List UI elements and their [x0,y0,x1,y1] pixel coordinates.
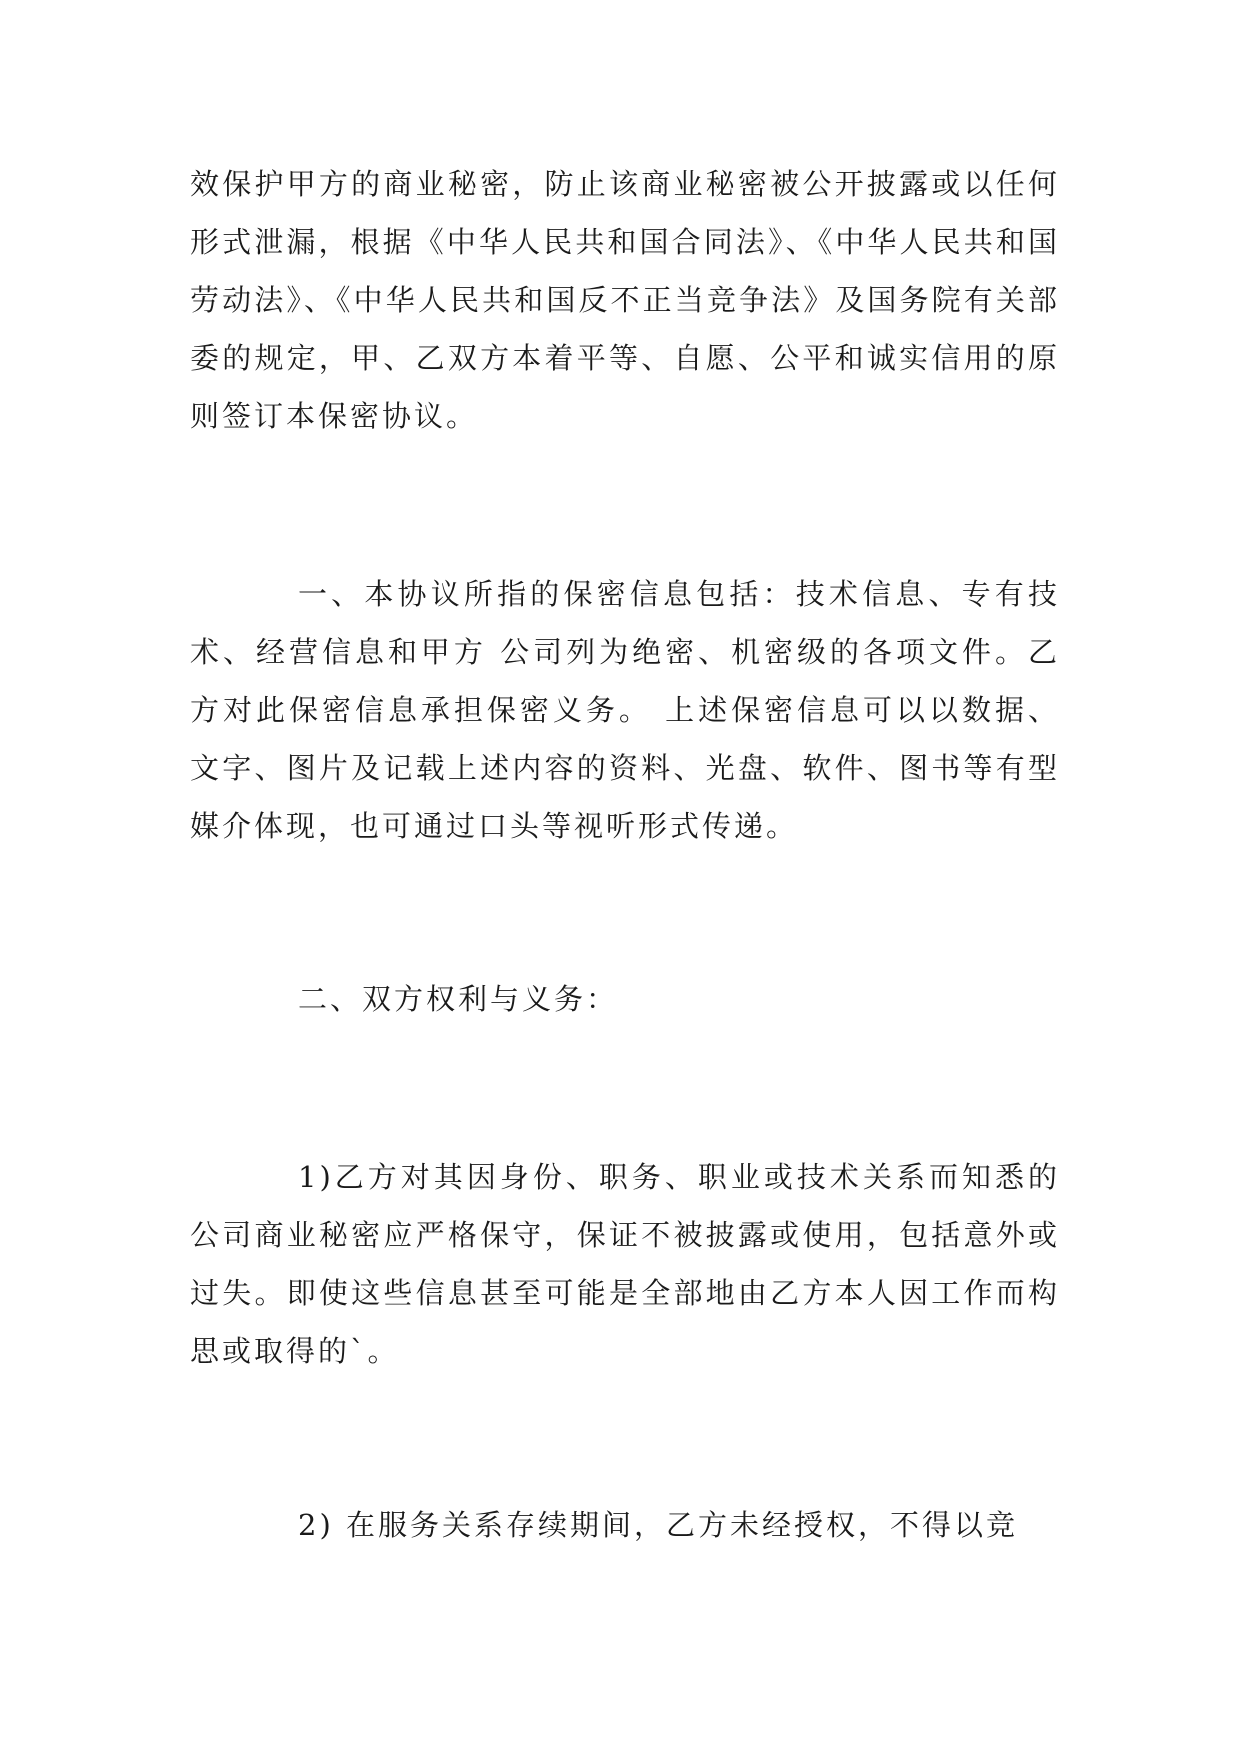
paragraph-clause-2-item-2: 2) 在服务关系存续期间，乙方未经授权，不得以竞 [298,1508,1018,1542]
paragraph-clause-1: 一、本协议所指的保密信息包括：技术信息、专有技术、经营信息和甲方 公司列为绝密、机密级的各项文件。乙方对此保密信息承担保密义务。 上述保密信息可以以数据、文字、图片及记载上述内容的资料、光盘、软件、图书等有型媒介体现，也可通过口头等视听形式传递。 [190,577,1060,843]
paragraph-clause-2-item-1: 1)乙方对其因身份、职务、职业或技术关系而知悉的公司商业秘密应严格保守，保证不被披露或使用，包括意外或过失。即使这些信息甚至可能是全部地由乙方本人因工作而构思或取得的`。 [190,1160,1060,1368]
paragraph-clause-2-heading: 二、双方权利与义务： [298,982,619,1016]
paragraph-preamble-continuation: 效保护甲方的商业秘密，防止该商业秘密被公开披露或以任何形式泄漏，根据《中华人民共和国合同法》、《中华人民共和国劳动法》、《中华人民共和国反不正当竞争法》及国务院有关部委的规定，甲、乙双方本着平等、自愿、公平和诚实信用的原则签订本保密协议。 [190,167,1060,433]
